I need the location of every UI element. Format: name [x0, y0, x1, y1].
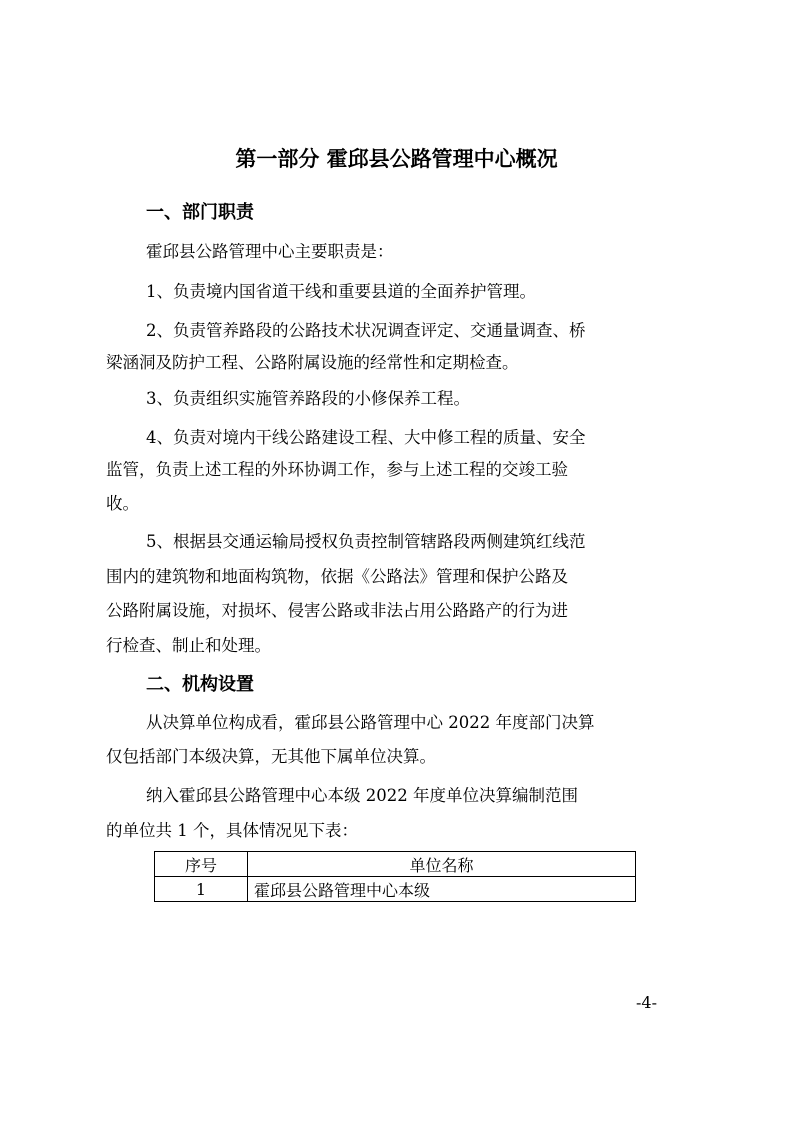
structure-para-1-line-1: 从决算单位构成看，霍邱县公路管理中心 2022 年度部门决算: [146, 713, 595, 732]
page-title: 第一部分 霍邱县公路管理中心概况: [235, 147, 558, 171]
duties-intro: 霍邱县公路管理中心主要职责是：: [146, 242, 394, 261]
duty-item-1-line-1: 1、负责境内国省道干线和重要县道的全面养护管理。: [146, 282, 536, 301]
table-cell-unit-name: 霍邱县公路管理中心本级: [248, 877, 636, 902]
duty-item-4-line-2: 监管，负责上述工程的外环协调工作，参与上述工程的交竣工验: [106, 460, 568, 479]
structure-para-2-line-1: 纳入霍邱县公路管理中心本级 2022 年度单位决算编制范围: [146, 786, 578, 805]
table-header-index: 序号: [155, 852, 248, 877]
section-heading-structure: 二、机构设置: [146, 674, 254, 695]
duty-item-3-line-1: 3、负责组织实施管养路段的小修保养工程。: [146, 389, 470, 408]
table-cell-index: 1: [155, 877, 248, 902]
duty-item-5-line-3: 公路附属设施，对损坏、侵害公路或非法占用公路路产的行为进: [106, 601, 568, 620]
unit-table: [154, 851, 636, 902]
table-row: [155, 877, 636, 902]
duty-item-5-line-1: 5、根据县交通运输局授权负责控制管辖路段两侧建筑红线范: [146, 532, 586, 551]
section-heading-duties: 一、部门职责: [146, 202, 254, 223]
table-header-row: [155, 852, 636, 877]
duty-item-2-line-1: 2、负责管养路段的公路技术状况调查评定、交通量调查、桥: [146, 321, 586, 340]
duty-item-4-line-1: 4、负责对境内干线公路建设工程、大中修工程的质量、安全: [146, 428, 586, 447]
structure-para-1-line-2: 仅包括部门本级决算，无其他下属单位决算。: [106, 747, 436, 766]
structure-para-2-line-2: 的单位共 1 个，具体情况见下表：: [106, 821, 358, 840]
duty-item-4-line-3: 收。: [106, 494, 139, 513]
duty-item-5-line-4: 行检查、制止和处理。: [106, 636, 271, 655]
duty-item-2-line-2: 梁涵洞及防护工程、公路附属设施的经常性和定期检查。: [106, 353, 519, 372]
table-header-unit-name: 单位名称: [248, 852, 636, 877]
page-number: -4-: [636, 993, 657, 1012]
duty-item-5-line-2: 围内的建筑物和地面构筑物，依据《公路法》管理和保护公路及: [106, 567, 568, 586]
